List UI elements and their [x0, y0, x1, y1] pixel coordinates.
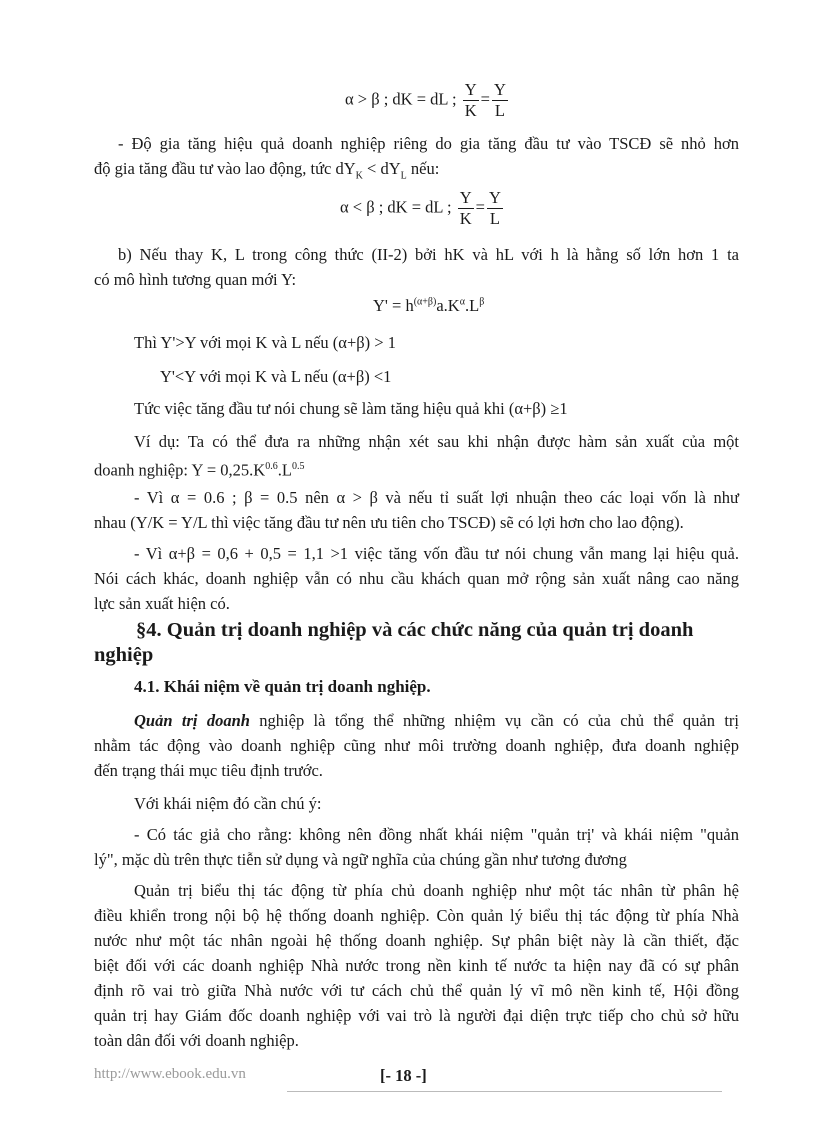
- fraction-y-over-k: $\frac{Y}{K}$: [464, 80, 477, 120]
- page-number: [- 18 -]: [380, 1066, 427, 1085]
- footer-url[interactable]: http://www.ebook.edu.vn: [94, 1066, 246, 1082]
- section-title: §4. Quản trị doanh nghiệp và các chức năng của quản trị doanh nghiệp: [94, 619, 694, 666]
- paragraph-alpha-beta: - Vì α = 0.6 ; β = 0.5 nên α > β và nếu tỉ suất lợi nhuận theo các loại vốn là như nhau (Y/K = Y/L thì việc tăng đầu tư nên ưu tiên cho TSCĐ) sẽ có lợi hơn cho lao động).: [94, 488, 739, 532]
- line-then-2: Y'<Y với mọi K và L nếu (α+β) <1: [160, 367, 392, 386]
- paragraph-definition: Quản trị doanh nghiệp là tổng thể những nhiệm vụ cần có của chủ thể quản trị nhằm tác động vào doanh nghiệp cũng như môi trường doanh nghiệp, đưa doanh nghiệp đến trạng thái mục tiêu định trước.: [94, 711, 740, 780]
- subsection-title: 4.1. Khái niệm về quản trị doanh nghiệp.: [134, 677, 431, 696]
- paragraph-example: Ví dụ: Ta có thể đưa ra những nhận xét sau khi nhận được hàm sản xuất của một doanh nghiệp: $Y = 0,25.K^{0.6}.L^{0.5}$: [94, 432, 739, 480]
- line-then-3: Tức việc tăng đầu tư nói chung sẽ làm tăng hiệu quả khi (α+β) ≥1: [134, 399, 568, 418]
- fraction-y-over-l: $\frac{Y}{L}$: [493, 80, 506, 120]
- footer-divider: [287, 1091, 722, 1092]
- paragraph-authors: - Có tác giả cho rằng: không nên đồng nhất khái niệm "quản trị' và khái niệm "quản lý", mặc dù trên thực tiễn sử dụng và ngữ nghĩa của chúng gần như tương đương: [94, 825, 739, 869]
- equation-1-condition: α > β ; dK = dL ;: [345, 89, 457, 109]
- equation-2: α < β ; dK = dL ; $\frac{Y}{K}$ = $\frac{Y}{L}$: [340, 188, 501, 228]
- equation-1: α > β ; dK = dL ; $\frac{Y}{K}$ = $\frac{Y}{L}$: [345, 80, 506, 120]
- equation-3: $Y' = h^{(\alpha+\beta)}a.K^\alpha.L^\beta$: [373, 296, 485, 315]
- fraction-y-over-l-2: $\frac{Y}{L}$: [488, 188, 501, 228]
- defined-term: Quản trị doanh: [134, 711, 250, 730]
- paragraph-investment-growth: - Độ gia tăng hiệu quả doanh nghiệp riêng do gia tăng đầu tư vào TSCĐ sẽ nhỏ hơn độ gia tăng đầu tư vào lao động, tức $dY_K < dY_L$ nếu:: [94, 134, 739, 182]
- equation-2-condition: α < β ; dK = dL ;: [340, 197, 452, 217]
- fraction-y-over-k-2: $\frac{Y}{K}$: [459, 188, 472, 228]
- paragraph-replace-kl: b) Nếu thay K, L trong công thức (II-2) bởi hK và hL với h là hằng số lớn hơn 1 ta có mô hình tương quan mới Y:: [94, 245, 739, 289]
- paragraph-note: Với khái niệm đó cần chú ý:: [134, 794, 322, 813]
- paragraph-sum: - Vì α+β = 0,6 + 0,5 = 1,1 >1 việc tăng vốn đầu tư nói chung vẫn mang lại hiệu quả. Nói cách khác, doanh nghiệp vẫn có nhu cầu khách quan mở rộng sản xuất nâng cao năng lực sản xuất hiện có.: [94, 544, 739, 613]
- paragraph-distinction: Quản trị biểu thị tác động từ phía chủ doanh nghiệp như một tác nhân từ phân hệ điều khiển trong nội bộ hệ thống doanh nghiệp. Còn quản lý biểu thị tác động từ phía Nhà nước như một tác nhân ngoài hệ thống doanh nghiệp. Sự phân biệt này là cần thiết, đặc biệt đối với các doanh nghiệp Nhà nước trong nền kinh tế nước ta hiện nay đã có sự phân định rõ vai trò giữa Nhà nước với tư cách chủ thể quản lý vĩ mô nền kinh tế, Hội đồng quản trị hay Giám đốc doanh nghiệp với vai trò là người đại diện trực tiếp cho chủ sở hữu toàn dân đối với doanh nghiệp.: [94, 881, 739, 1050]
- line-then-1: Thì Y'>Y với mọi K và L nếu (α+β) > 1: [134, 333, 396, 352]
